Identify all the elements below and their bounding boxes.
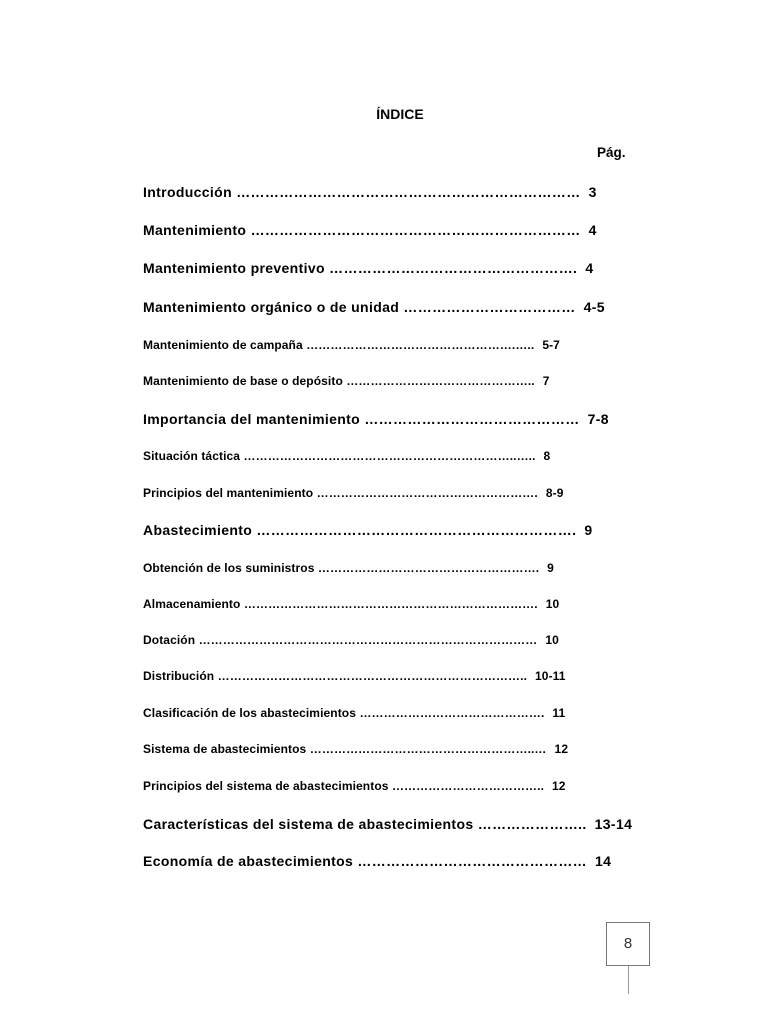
toc-entry-text: Dotación …………………………………………………………………………	[143, 633, 538, 647]
toc-entry-page: 10-11	[535, 669, 566, 683]
toc-entry-text: Clasificación de los abastecimientos ……………………………………….	[143, 706, 545, 720]
toc-entry-page: 4-5	[583, 299, 605, 315]
toc-entry-text: Importancia del mantenimiento ………………………………………	[143, 411, 580, 427]
page-number-line	[628, 966, 629, 994]
toc-entry-page: 7-8	[587, 411, 609, 427]
toc-entry-economia	[143, 852, 611, 870]
toc-entry-text: Almacenamiento ……………………………………………………………….	[143, 597, 538, 611]
toc-entry-text: Principios del sistema de abastecimientos ………………………………..	[143, 779, 545, 793]
toc-entry-page: 13-14	[594, 816, 633, 832]
toc-entry-obtencion	[143, 559, 554, 577]
toc-entry-page: 12	[554, 742, 569, 756]
toc-entry-text: Sistema de abastecimientos ………………………………………………..…	[143, 742, 547, 756]
toc-entry-page: 8-9	[545, 486, 564, 500]
toc-entry-page: 14	[595, 853, 612, 869]
toc-entry-principios-mantenimiento	[143, 484, 564, 502]
toc-entry-text: Mantenimiento preventivo …………………………………………….	[143, 260, 578, 276]
toc-entry-mantenimiento-preventivo	[143, 259, 593, 277]
toc-entry-text: Mantenimiento orgánico o de unidad ………………………………	[143, 299, 576, 315]
toc-entry-page: 9	[584, 522, 593, 538]
toc-entry-mantenimiento-campana	[143, 336, 560, 354]
toc-entry-almacenamiento	[143, 595, 559, 613]
toc-entry-situacion-tactica	[143, 447, 550, 465]
toc-entry-text: Mantenimiento de base o depósito ………………………………………..	[143, 374, 535, 388]
page-title: ÍNDICE	[376, 106, 424, 122]
toc-entry-abastecimiento	[143, 521, 592, 539]
toc-entry-distribucion	[143, 667, 566, 685]
toc-entry-dotacion	[143, 631, 559, 649]
toc-entry-page: 4	[588, 222, 597, 238]
toc-entry-importancia	[143, 410, 609, 428]
toc-entry-text: Mantenimiento de campaña …………………………………………….…..	[143, 338, 535, 352]
toc-entry-page: 12	[552, 779, 566, 793]
toc-entry-text: Características del sistema de abastecimientos …………………..	[143, 816, 587, 832]
toc-entry-caracteristicas	[143, 815, 632, 833]
toc-entry-principios-sistema	[143, 777, 566, 795]
toc-entry-page: 8	[543, 449, 551, 463]
toc-entry-page: 11	[552, 706, 566, 720]
toc-entry-page: 7	[542, 374, 550, 388]
toc-entry-text: Obtención de los suministros ……………………………………………….	[143, 561, 540, 575]
toc-entry-page: 4	[585, 260, 594, 276]
toc-entry-text: Principios del mantenimiento ……………………………………………….	[143, 486, 538, 500]
toc-entry-clasificacion	[143, 704, 565, 722]
toc-entry-page: 9	[547, 561, 554, 575]
toc-entry-introduccion	[143, 183, 597, 201]
toc-entry-mantenimiento-base	[143, 372, 549, 390]
toc-entry-text: Abastecimiento ………………………………………………………….	[143, 522, 577, 538]
page-column-header: Pág.	[597, 145, 626, 160]
toc-entry-text: Economía de abastecimientos …………………………………………	[143, 853, 588, 869]
toc-entry-mantenimiento	[143, 221, 597, 239]
page-number-box: 8	[606, 922, 650, 966]
toc-entry-text: Situación táctica …………………………………………………………..…..	[143, 449, 536, 463]
toc-entry-text: Introducción ………………………………………………………………	[143, 184, 581, 200]
toc-entry-page: 10	[545, 633, 559, 647]
toc-entry-mantenimiento-organico	[143, 298, 605, 316]
toc-entry-page: 3	[588, 184, 597, 200]
toc-entry-page: 10	[545, 597, 560, 611]
toc-entry-text: Mantenimiento ……………………………………………………………	[143, 222, 581, 238]
toc-entry-sistema	[143, 740, 568, 758]
toc-entry-text: Distribución …………………………………………………………………..	[143, 669, 528, 683]
toc-entry-page: 5-7	[542, 338, 560, 352]
